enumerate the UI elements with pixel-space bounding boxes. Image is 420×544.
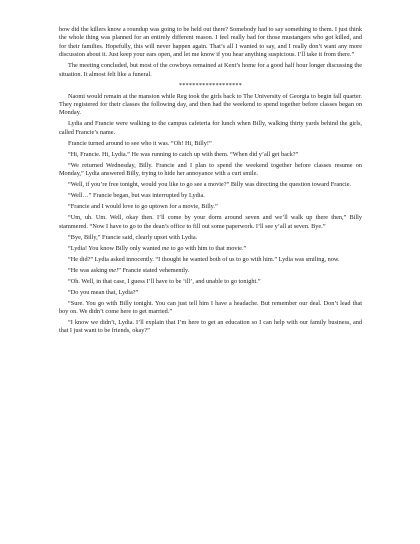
paragraph-20: “I know we didn’t, Lydia. I’ll explain that I’m here to get an education so I can help with our family business, and that I just want to be friends, okay?” xyxy=(59,319,362,335)
paragraph-14-before: “Lydia! You know Billy only wanted xyxy=(68,244,162,252)
paragraph-11: “Francie and I would love to go uptown for a movie, Billy.” xyxy=(68,203,218,211)
paragraph-6: Francie turned around to see who it was. “Oh! Hi, Billy!” xyxy=(68,139,212,147)
paragraph-10: “Well…” Francie began, but was interrupted by Lydia. xyxy=(68,192,205,200)
paragraph-18: “Do you mean that, Lydia?” xyxy=(68,288,139,296)
paragraph-1: how did the killers know a roundup was going to be held out there? Somebody had to say something to them. I just think the whole thing was planned for an entirely different reason. I feel really bad for those mustangers who got killed, and for their families. Hopefully, this will never happen again. That’s all I wanted to say, and I really don’t want any more discussion about it. Just keep your ears open, and let me know if you hear anything suspicious. I’ll take it from there.” xyxy=(59,26,362,59)
paragraph-5: Lydia and Francie were walking to the campus cafeteria for lunch when Billy, walking thirty yards behind the girls, called Francie’s name. xyxy=(59,120,362,136)
paragraph-9: “Well, if you’re free tonight, would you like to go see a movie?” Billy was directing the question toward Francie. xyxy=(68,181,352,189)
paragraph-7: “Hi, Francie. Hi, Lydia.” He was running to catch up with them. “When did y’all get back?” xyxy=(68,150,299,158)
paragraph-15: “He did?” Lydia asked innocently. “I thought he wanted both of us to go with him.” Lydia was smiling, now. xyxy=(68,255,340,263)
paragraph-13: “Bye, Billy,” Francie said, clearly upset with Lydia. xyxy=(68,233,198,241)
paragraph-16-before: “He was asking xyxy=(68,266,109,274)
paragraph-12: “Um, uh. Um. Well, okay then. I’ll come by your dorm around seven and we’ll walk up there then,” Billy stammered. “Now I have to go to the dean’s office to fill out some paperwork. I’ll see y’all at seven. Bye.” xyxy=(59,214,362,230)
paragraph-14 xyxy=(59,245,362,253)
paragraph-8: “We returned Wednesday, Billy. Francie and I plan to spend the weekend together before classes resume on Monday,” Lydia answered Billy, trying to hide her annoyance with a curt smile. xyxy=(59,161,362,178)
paragraph-16-after: ” Francie stated vehemently. xyxy=(118,266,190,274)
paragraph-16 xyxy=(59,267,362,275)
paragraph-14-after: to go with him to that movie.” xyxy=(169,244,247,252)
paragraph-17: “Oh. Well, in that case, I guess I’ll have to be ‘ill’, and unable to go tonight.” xyxy=(68,277,261,285)
paragraph-4: Naomi would remain at the mansion while Reg took the girls back to The University of Georgia to begin fall quarter. They registered for their classes the following day, and then had the weekend to spend together before classes began on Monday. xyxy=(59,92,362,117)
paragraph-19: “Sure. You go with Billy tonight. You can just tell him I have a headache. But remember our deal. Don’t lead that boy on. We didn’t come here to get married.” xyxy=(59,299,362,316)
scene-break: ******************* xyxy=(178,81,243,89)
paragraph-16-emphasis: me! xyxy=(108,266,119,274)
paragraph-14-emphasis: me xyxy=(161,244,170,252)
paragraph-2: The meeting concluded, but most of the cowboys remained at Kent’s home for a good half hour longer discussing the situation. It almost felt like a funeral. xyxy=(59,62,362,78)
